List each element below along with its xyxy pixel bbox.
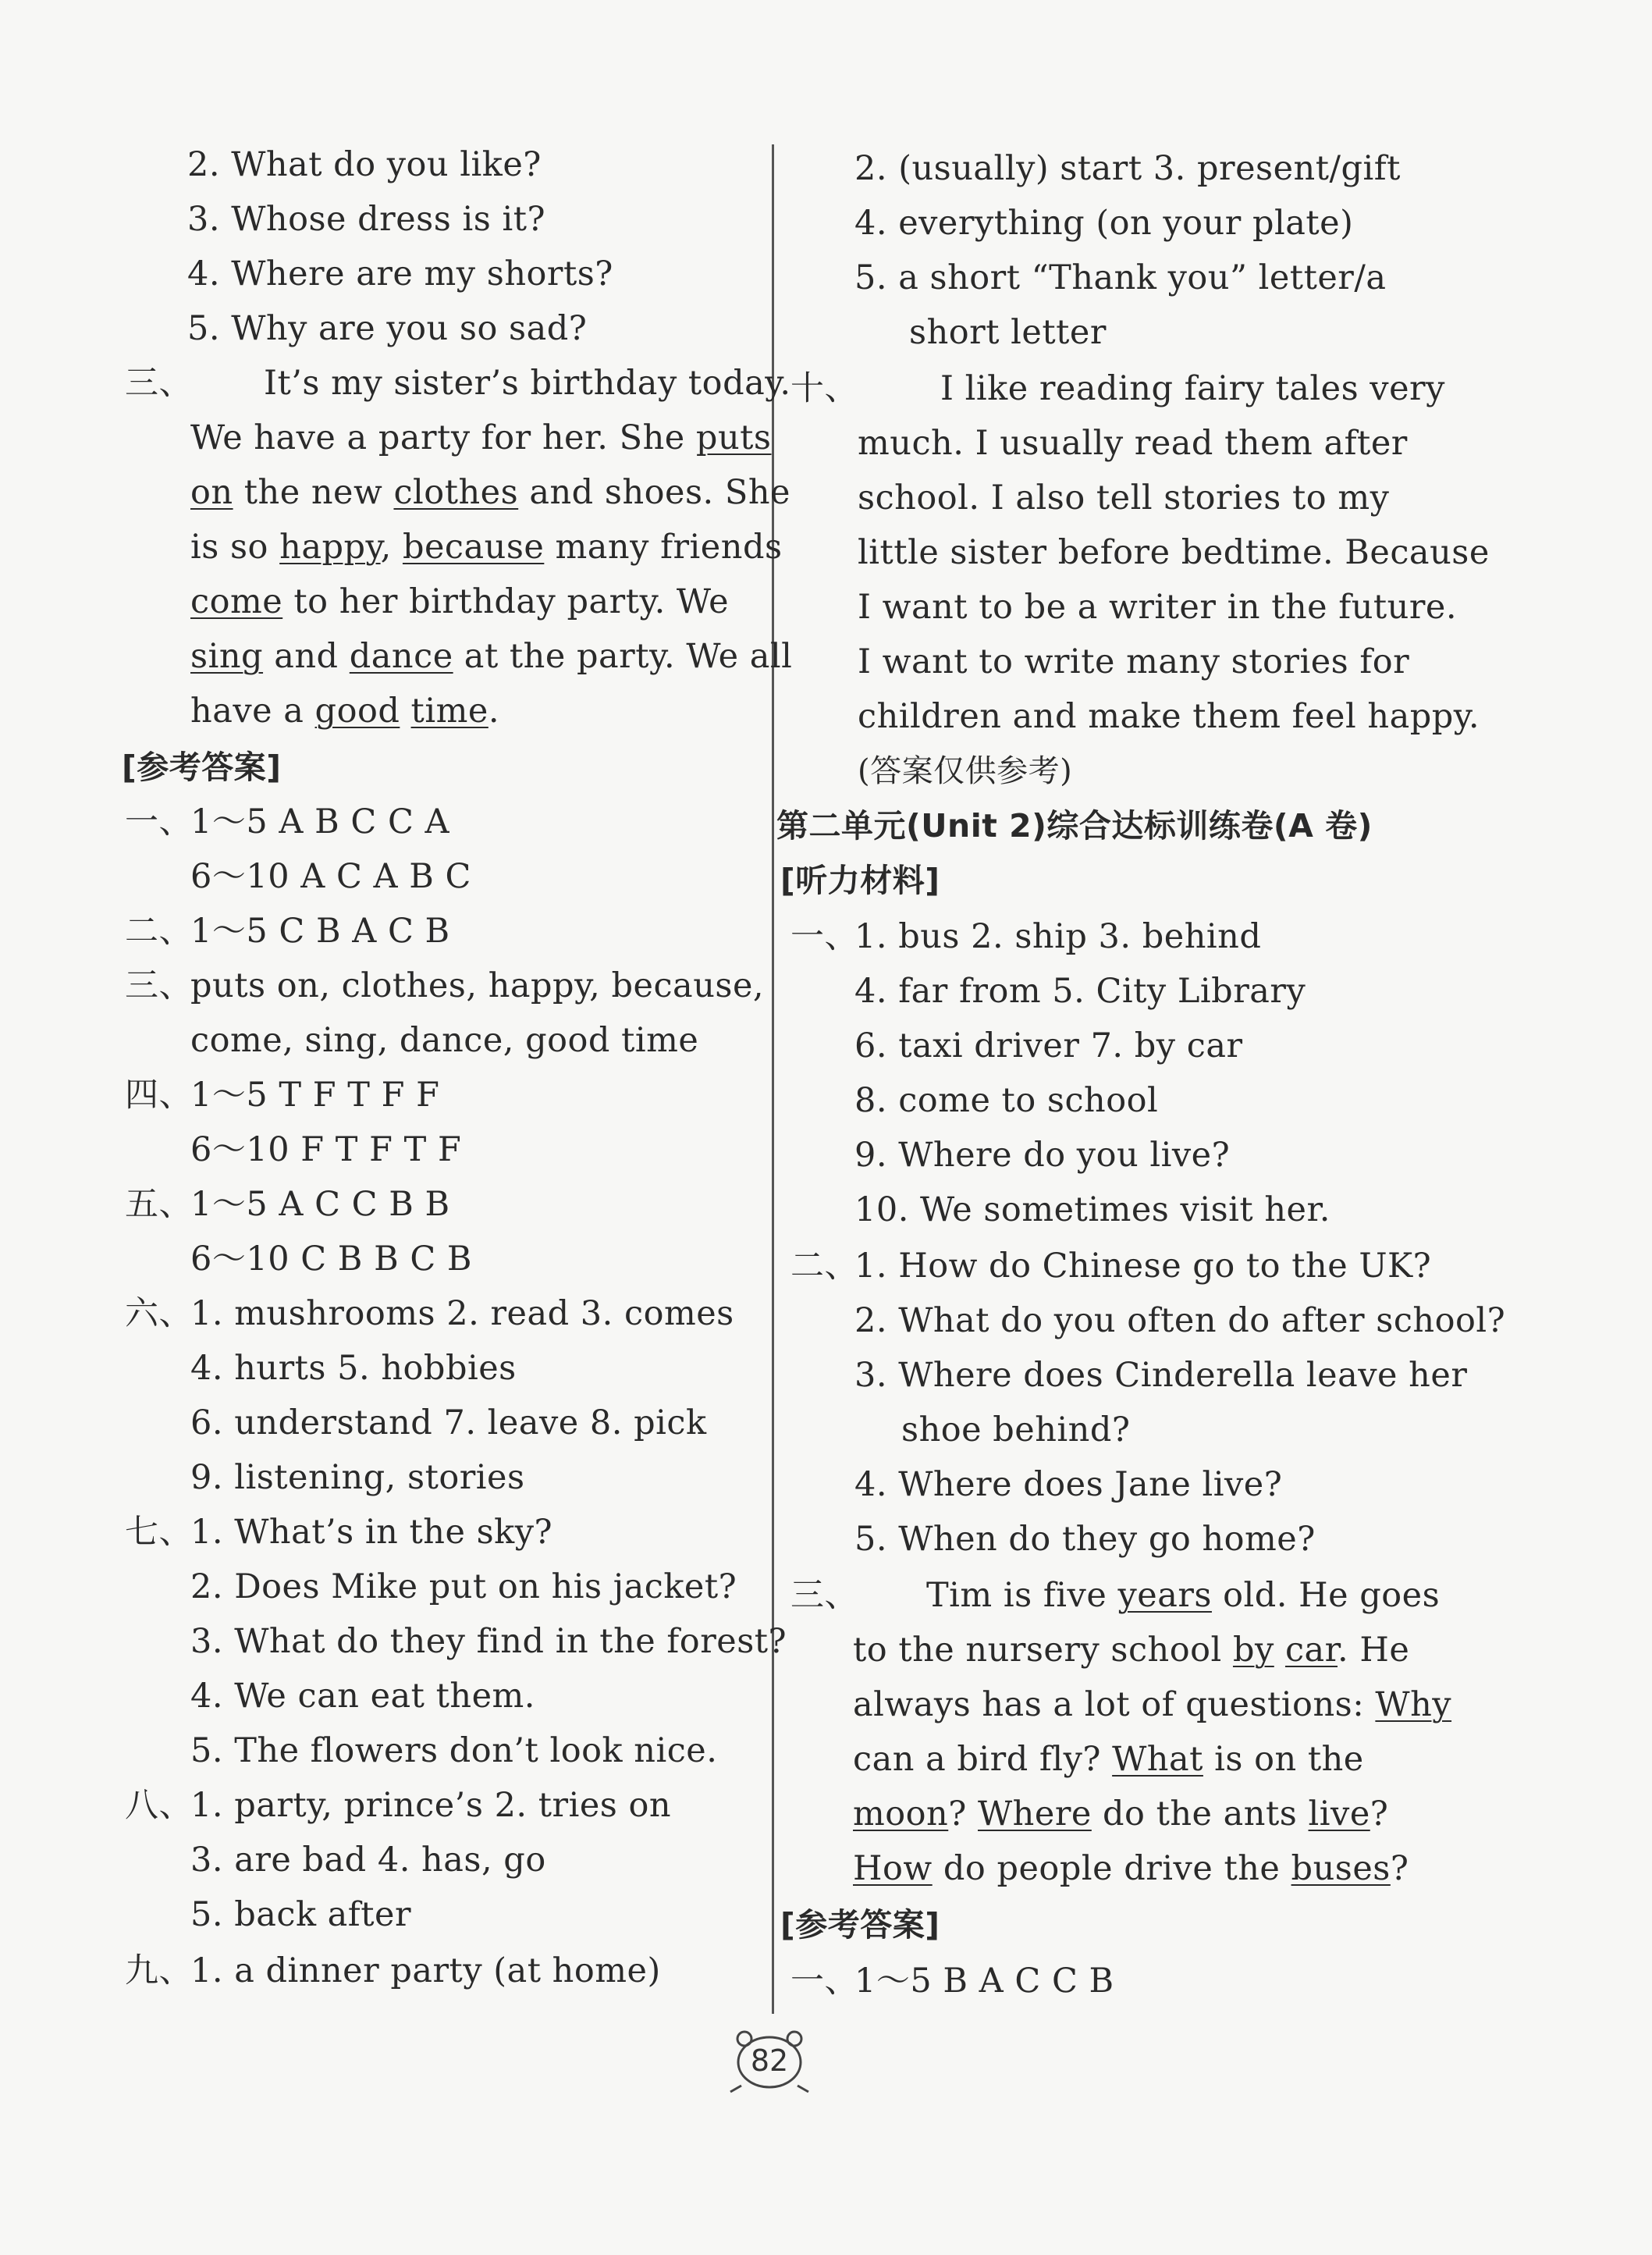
essay-line: I like reading fairy tales very (940, 369, 1445, 408)
text-line: 4. Where are my shorts? (187, 254, 613, 293)
answer-line: 3. are bad 4. has, go (190, 1841, 546, 1880)
answer-header: [参考答案] (122, 749, 282, 786)
text-line: 10. We sometimes visit her. (854, 1190, 1330, 1229)
text-line: 5. When do they go home? (854, 1520, 1316, 1559)
column-divider (772, 144, 774, 2014)
answer-line: 6～10 F T F T F (190, 1130, 462, 1169)
answer-line: puts on, clothes, happy, because, (190, 966, 765, 1005)
passage-line: How do people drive the buses? (853, 1849, 1409, 1888)
passage-line: Tim is five years old. He goes (926, 1576, 1441, 1615)
passage-line: always has a lot of questions: Why (853, 1685, 1452, 1724)
answer-label: 九、 (125, 1951, 193, 1990)
answer-line: 5. The flowers don’t look nice. (190, 1731, 718, 1770)
answer-line: 6～10 A C A B C (190, 857, 471, 896)
text-line: 5. a short “Thank you” letter/a (854, 258, 1387, 297)
text-line: shoe behind? (901, 1410, 1131, 1449)
essay-line: children and make them feel happy. (858, 697, 1480, 736)
text-line: short letter (909, 313, 1107, 352)
passage-line: is so happy, because many friends (190, 528, 783, 567)
answer-line: 1～5 B A C C B (854, 1962, 1114, 2001)
passage-line: can a bird fly? What is on the (853, 1740, 1364, 1779)
text-line: 3. Where does Cinderella leave her (854, 1356, 1468, 1395)
text-line: 8. come to school (854, 1081, 1159, 1120)
section-label: 一、 (790, 917, 858, 956)
answer-line: 6～10 C B B C B (190, 1240, 473, 1279)
text-line: 1. bus 2. ship 3. behind (854, 917, 1262, 956)
text-line: 4. Where does Jane live? (854, 1465, 1283, 1504)
answer-line: 6. understand 7. leave 8. pick (190, 1403, 707, 1442)
reference-note: (答案仅供参考) (858, 753, 1073, 789)
answer-line: 1. party, prince’s 2. tries on (190, 1786, 672, 1825)
answer-label: 二、 (125, 912, 193, 951)
answer-label: 三、 (125, 966, 193, 1005)
text-line: 1. How do Chinese go to the UK? (854, 1247, 1432, 1286)
text-line: 3. Whose dress is it? (187, 200, 546, 239)
answer-header: [参考答案] (780, 1906, 940, 1944)
text-line: 2. (usually) start 3. present/gift (854, 149, 1401, 188)
page-number: 82 (732, 2033, 807, 2089)
essay-line: I want to write many stories for (858, 642, 1410, 681)
answer-label: 一、 (790, 1962, 858, 2001)
answer-label: 六、 (125, 1294, 193, 1333)
answer-line: 3. What do they find in the forest? (190, 1622, 787, 1661)
passage-line: come to her birthday party. We (190, 582, 730, 621)
answer-line: 4. We can eat them. (190, 1677, 535, 1716)
answer-line: 1. What’s in the sky? (190, 1513, 553, 1552)
passage-line: It’s my sister’s birthday today. (264, 364, 791, 403)
essay-line: school. I also tell stories to my (858, 478, 1390, 518)
section-label: 三、 (790, 1576, 858, 1615)
passage-line: sing and dance at the party. We all (190, 637, 793, 676)
passage-line: moon? Where do the ants live? (853, 1794, 1389, 1834)
answer-line: 2. Does Mike put on his jacket? (190, 1567, 737, 1606)
section-label: 二、 (790, 1247, 858, 1286)
answer-line: 4. hurts 5. hobbies (190, 1349, 517, 1388)
answer-line: 1. a dinner party (at home) (190, 1951, 661, 1990)
answer-line: 1～5 A C C B B (190, 1185, 450, 1224)
answer-label: 四、 (125, 1076, 193, 1115)
answer-label: 七、 (125, 1513, 193, 1552)
text-line: 5. Why are you so sad? (187, 309, 588, 348)
text-line: 4. everything (on your plate) (854, 204, 1354, 243)
section-label: 三、 (125, 364, 193, 403)
passage-line: to the nursery school by car. He (853, 1631, 1410, 1670)
answer-label: 一、 (125, 802, 193, 841)
passage-line: have a good time. (190, 692, 499, 731)
text-line: 9. Where do you live? (854, 1136, 1231, 1175)
section-label: 十、 (790, 369, 858, 408)
answer-line: 1～5 C B A C B (190, 912, 450, 951)
passage-line: We have a party for her. She puts (190, 418, 772, 457)
unit-title: 第二单元(Unit 2)综合达标训练卷(A 卷) (776, 807, 1373, 845)
answer-line: come, sing, dance, good time (190, 1021, 699, 1060)
answer-line: 1～5 T F T F F (190, 1076, 440, 1115)
passage-line: on the new clothes and shoes. She (190, 473, 790, 512)
text-line: 4. far from 5. City Library (854, 972, 1306, 1011)
text-line: 6. taxi driver 7. by car (854, 1026, 1243, 1065)
text-line: 2. What do you like? (187, 145, 542, 184)
answer-line: 1. mushrooms 2. read 3. comes (190, 1294, 734, 1333)
answer-label: 八、 (125, 1786, 193, 1825)
essay-line: little sister before bedtime. Because (858, 533, 1490, 572)
essay-line: much. I usually read them after (858, 424, 1408, 463)
answer-label: 五、 (125, 1185, 193, 1224)
listening-header: [听力材料] (780, 862, 940, 899)
text-line: 2. What do you often do after school? (854, 1301, 1506, 1340)
essay-line: I want to be a writer in the future. (858, 588, 1458, 627)
answer-line: 9. listening, stories (190, 1458, 525, 1497)
answer-line: 1～5 A B C C A (190, 802, 450, 841)
answer-line: 5. back after (190, 1895, 411, 1934)
